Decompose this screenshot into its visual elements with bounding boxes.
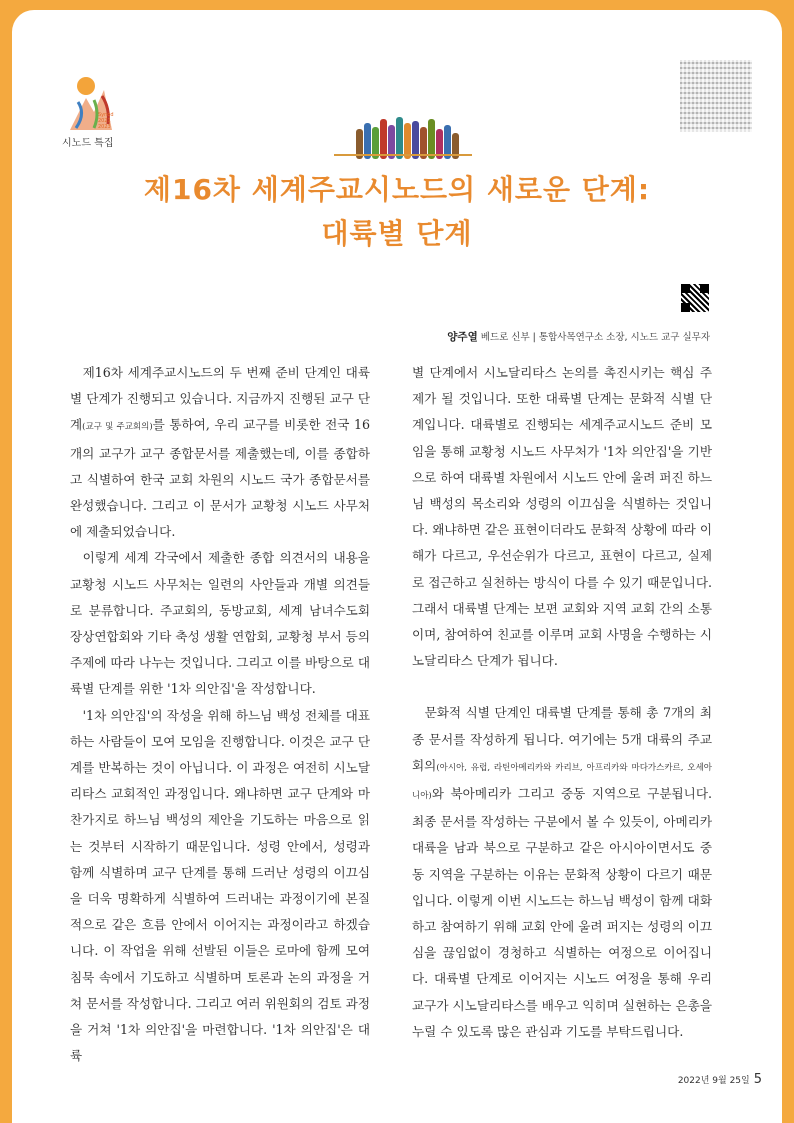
qr-code-large xyxy=(680,60,752,132)
paragraph: 문화적 식별 단계인 대륙별 단계를 통해 총 7개의 최종 문서를 작성하게 됩니다. 여기에는 5개 대륙의 주교회의(아시아, 유럽, 라틴아메리카와 카리브, 아프리카와 마다가스카르, 오세아니아)와 북아메리카 그리고 중동 지역으로 구분됩니다. 최종 문서를 작성하는 구분에서 볼 수 있듯이, 아메리카 대륙을 남과 북으로 구분하고 같은 아시아이면서도 중동 지역을 구분하는 이유는 문화적 상황이 다르기 때문입니다. 이렇게 이번 시노드는 하느님 백성이 함께 대화하고 참여하기 위해 교회 안에 울려 퍼지는 성령의 이끄심을 끊임없이 경청하고 식별하는 여정으로 이어집니다. 대륙별 단계로 이어지는 시노드 여정을 통해 우리 교구가 시노달리타스를 배우고 익히며 실현하는 은총을 누릴 수 있도록 많은 관심과 기도를 부탁드립니다. xyxy=(412,705,712,1039)
paragraph: 제16차 세계주교시노드의 두 번째 준비 단계인 대륙별 단계가 진행되고 있습니다. 지금까지 진행된 교구 단계(교구 및 주교회의)를 통하여, 우리 교구를 비롯한 전국 16개의 교구가 교구 종합문서를 제출했는데, 이를 종합하고 식별하여 한국 교회 차원의 시노드 국가 종합문서를 완성했습니다. 그리고 이 문서가 교황청 시노드 사무처에 제출되었습니다. xyxy=(70,365,370,540)
body-column-right xyxy=(412,360,712,1045)
qr-code-small xyxy=(681,284,709,312)
paragraph: 이렇게 세계 각국에서 제출한 종합 의견서의 내용을 교황청 시노드 사무처는 일련의 사안들과 개별 의견들로 분류합니다. 주교회의, 동방교회, 세계 남녀수도회 장상연합회와 기타 축성 생활 연합회, 교황청 부서 등의 주제에 따라 나누는 것입니다. 그리고 이를 바탕으로 대륙별 단계를 위한 '1차 의안집'을 작성합니다. xyxy=(70,550,370,697)
author-role: 베드로 신부 | 통합사목연구소 소장, 시노드 교구 실무자 xyxy=(477,332,710,343)
svg-text:2021: 2021 xyxy=(98,118,111,124)
svg-text:Synod: Synod xyxy=(98,112,114,118)
page-number: 5 xyxy=(753,1072,762,1087)
body-column-left xyxy=(70,360,370,1069)
author-byline xyxy=(447,329,710,344)
author-name: 양주열 xyxy=(447,331,478,343)
section-label: 시노드 특집 xyxy=(62,138,114,149)
svg-text:2023: 2023 xyxy=(98,124,111,130)
page-footer xyxy=(678,1072,762,1087)
article-title-line2: 대륙별 단계 xyxy=(321,217,473,250)
inline-note: (교구 및 주교회의) xyxy=(82,422,153,433)
inline-note: (아시아, 유럽, 라틴아메리카와 카리브, 아프리카와 마다가스카르, 오세아니아) xyxy=(412,762,712,802)
article-title-line1: 제16차 세계주교시노드의 새로운 단계: xyxy=(143,173,651,206)
issue-date: 2022년 9월 25일 xyxy=(677,1076,750,1086)
paragraph: '1차 의안집'의 작성을 위해 하느님 백성 전체를 대표하는 사람들이 모여 모임을 진행합니다. 이것은 교구 단계를 반복하는 것이 아닙니다. 이 과정은 여전히 시노달리타스 교회적인 과정입니다. 왜냐하면 교구 단계와 마찬가지로 하느님 백성의 제안을 기도하는 마음으로 읽는 것부터 시작하기 때문입니다. 성령 안에서, 성령과 함께 식별하며 교구 단계를 통해 드러난 성령의 이끄심을 더욱 명확하게 식별하여 드러내는 과정이기에 본질적으로 같은 흐름 안에서 이어지는 과정이라고 하겠습니다. 이 작업을 위해 선발된 이들은 로마에 함께 모여 침묵 속에서 기도하고 식별하며 토론과 논의 과정을 거쳐 문서를 작성합니다. 그리고 여러 위원회의 검토 과정을 거쳐 '1차 의안집'을 마련합니다. '1차 의안집'은 대륙 xyxy=(70,707,370,1064)
synod-logo xyxy=(64,72,124,134)
paragraph: 별 단계에서 시노달리타스 논의를 촉진시키는 핵심 주제가 될 것입니다. 또한 대륙별 단계는 문화적 식별 단계입니다. 대륙별로 진행되는 세계주교시노드 준비 모임을 통해 교황청 시노드 사무처가 '1차 의안집'을 기반으로 하여 대륙별 차원에서 시노드 안에 울려 퍼진 하느님 백성의 목소리와 성령의 이끄심을 식별하는 것입니다. 왜냐하면 같은 표현이더라도 문화적 상황에 따라 이해가 다르고, 우선순위가 다르고, 표현이 다르고, 실제로 접근하고 실천하는 방식이 다를 수 있기 때문입니다. 그래서 대륙별 단계는 보편 교회와 지역 교회 간의 소통이며, 참여하여 친교를 이루며 교회 사명을 수행하는 시노달리타스 단계가 됩니다. xyxy=(412,365,712,669)
illustration-rule xyxy=(334,154,472,156)
